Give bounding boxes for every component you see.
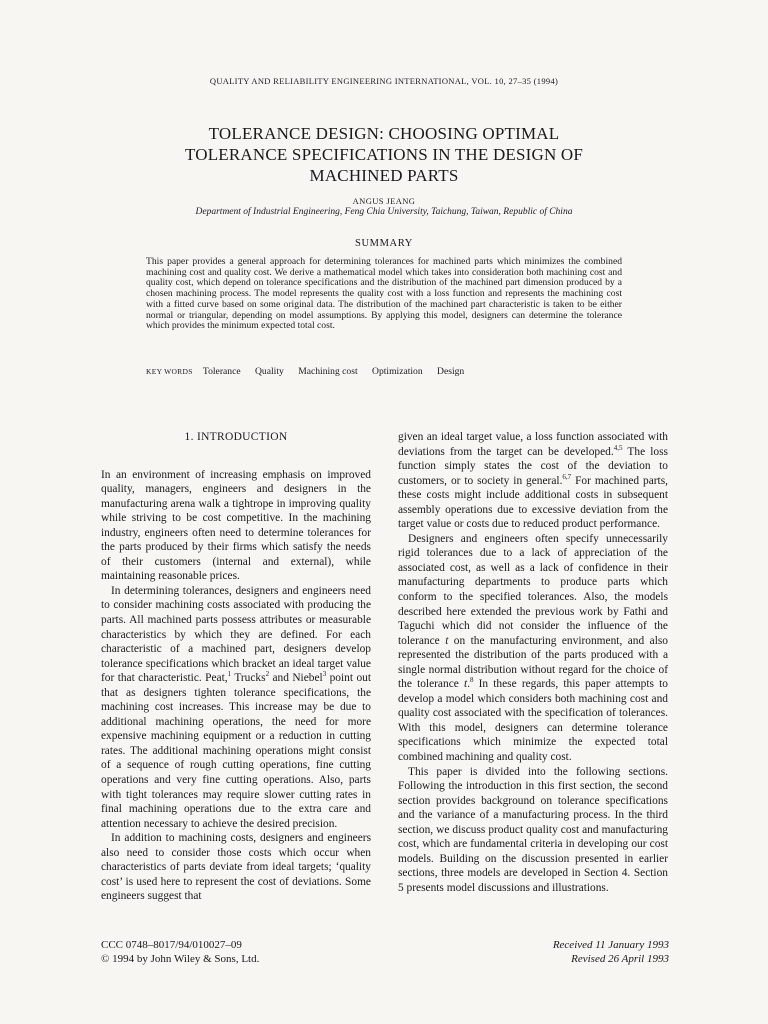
citation-ref: 6,7 [562, 472, 572, 481]
keywords-label: KEY WORDS [146, 367, 193, 376]
keyword: Tolerance [202, 366, 241, 377]
section-heading-introduction: 1. INTRODUCTION [184, 431, 288, 443]
citation-ref: 3 [322, 670, 327, 679]
keyword: Quality [255, 366, 284, 377]
title-line-1: TOLERANCE DESIGN: CHOOSING OPTIMAL [208, 124, 560, 143]
citation-ref: 2 [265, 670, 270, 679]
citation-ref: 1 [227, 670, 232, 679]
left-column [101, 430, 371, 904]
citation-ref: 8 [469, 676, 474, 685]
intro-paragraph-5: This paper is divided into the following sections. Following the introduction in this first section, the second section provides background on tolerance specifications and the variance of a manufacturing process. In the third section, we discuss product quality cost and manufacturing cost, which are fundamental criteria in developing our cost models. Building on the discussion presented in earlier sections, three models are developed in Section 4. Section 5 presents model discussions and illustrations. [398, 765, 668, 894]
author-affiliation: Department of Industrial Engineering, Feng Chia University, Taichung, Taiwan, Republic of China [195, 207, 573, 217]
abstract-text: This paper provides a general approach for determining tolerances for machined parts which minimizes the combined machining cost and quality cost. We derive a mathematical model which takes into consideration both machining cost and quality cost, which depend on tolerance specifications and the distribution of the machined part dimension produced by a chosen machining process. The model represents the quality cost with a loss function and represents the machining cost with a fitted curve based on some original data. The distribution of the machined part characteristic is taken to be either normal or triangular, depending on model assumptions. By applying this model, designers can determine the tolerance which provides the minimum expected total cost. [146, 256, 622, 332]
copyright-line: © 1994 by John Wiley & Sons, Ltd. [101, 953, 260, 965]
intro-paragraph-3-continued: given an ideal target value, a loss function associated with deviations from the target can be developed.$^{4,5}$ The loss function simply states the cost of the deviation to customers, or to society in general.$^{6,7}$ For machined parts, these costs might include additional costs in subsequent assembly operations due to excessive deviation from the target value or costs due to reduced product performance. [398, 431, 668, 531]
title-line-2: TOLERANCE SPECIFICATIONS IN THE DESIGN OF [184, 145, 584, 164]
keyword: Optimization [372, 366, 423, 377]
keywords [146, 366, 622, 377]
citation-ref: 4,5 [613, 443, 623, 452]
summary-heading: SUMMARY [355, 238, 413, 249]
title-line-3: MACHINED PARTS [309, 166, 459, 185]
keyword: Design [437, 366, 465, 377]
right-column [398, 430, 668, 896]
intro-paragraph-4: Designers and engineers often specify unnecessarily rigid tolerances due to a lack of appreciation of the associated cost, as well as a lack of confidence in their manufacturing departments to produce parts which conform to the specified tolerances. Also, the models described here extended the previous work by Fathi and Taguchi which did not consider the influence of the tolerance t on the manufacturing environment, and also represented the distribution of the parts produced with a single normal distribution without regard for the choice of the tolerance t.$^8$ In these regards, this paper attempts to develop a model which considers both machining cost and quality cost associated with the specification of tolerances. With this model, designers can determine tolerance specifications which minimize the expected total combined machining and quality cost. [398, 532, 668, 764]
received-date: Received 11 January 1993 [552, 939, 669, 951]
intro-paragraph-3: In addition to machining costs, designers and engineers also need to consider those costs which occur when characteristics of parts deviate from ideal targets; ‘quality cost’ is used here to represent the cost of deviations. Some engineers suggest that [101, 832, 371, 903]
journal-header: QUALITY AND RELIABILITY ENGINEERING INTERNATIONAL, VOL. 10, 27–35 (1994) [209, 76, 559, 86]
footer-copyright-block [101, 938, 259, 966]
paper-title [120, 123, 648, 186]
intro-paragraph-1: In an environment of increasing emphasis on improved quality, managers, engineers and designers in the manufacturing arena walk a tightrope in improving quality while striving to be cost competitive. In the machining industry, engineers often need to determine tolerances for the parts produced by their firms which satisfy the needs of their customers (internal and external), while maintaining reasonable prices. [101, 468, 371, 583]
intro-paragraph-2: In determining tolerances, designers and engineers need to consider machining costs associated with producing the parts. All machined parts possess attributes or measurable characteristics by which they are defined. For each characteristic of a machined part, designers develop tolerance specifications which bracket an ideal target value for that characteristic. Peat,$^1$ Trucks$^2$ and Niebel$^3$ point out that as designers tighten tolerance specifications, the machining cost increases. This increase may be due to additional machining operations, the need for more expensive machining equipment or a reduction in cutting rates. The additional machining operations might consist of a sequence of rough cutting operations, fine cutting operations and very fine cutting operations. Also, parts with tight tolerances may require slower cutting rates in final machining operations due to the extra care and attention necessary to achieve the desired precision. [101, 584, 371, 830]
footer-dates-block [440, 938, 669, 966]
keyword: Machining cost [298, 366, 358, 377]
author-name: ANGUS JEANG [352, 196, 416, 206]
ccc-code: CCC 0748–8017/94/010027–09 [101, 939, 242, 951]
revised-date: Revised 26 April 1993 [571, 953, 669, 965]
